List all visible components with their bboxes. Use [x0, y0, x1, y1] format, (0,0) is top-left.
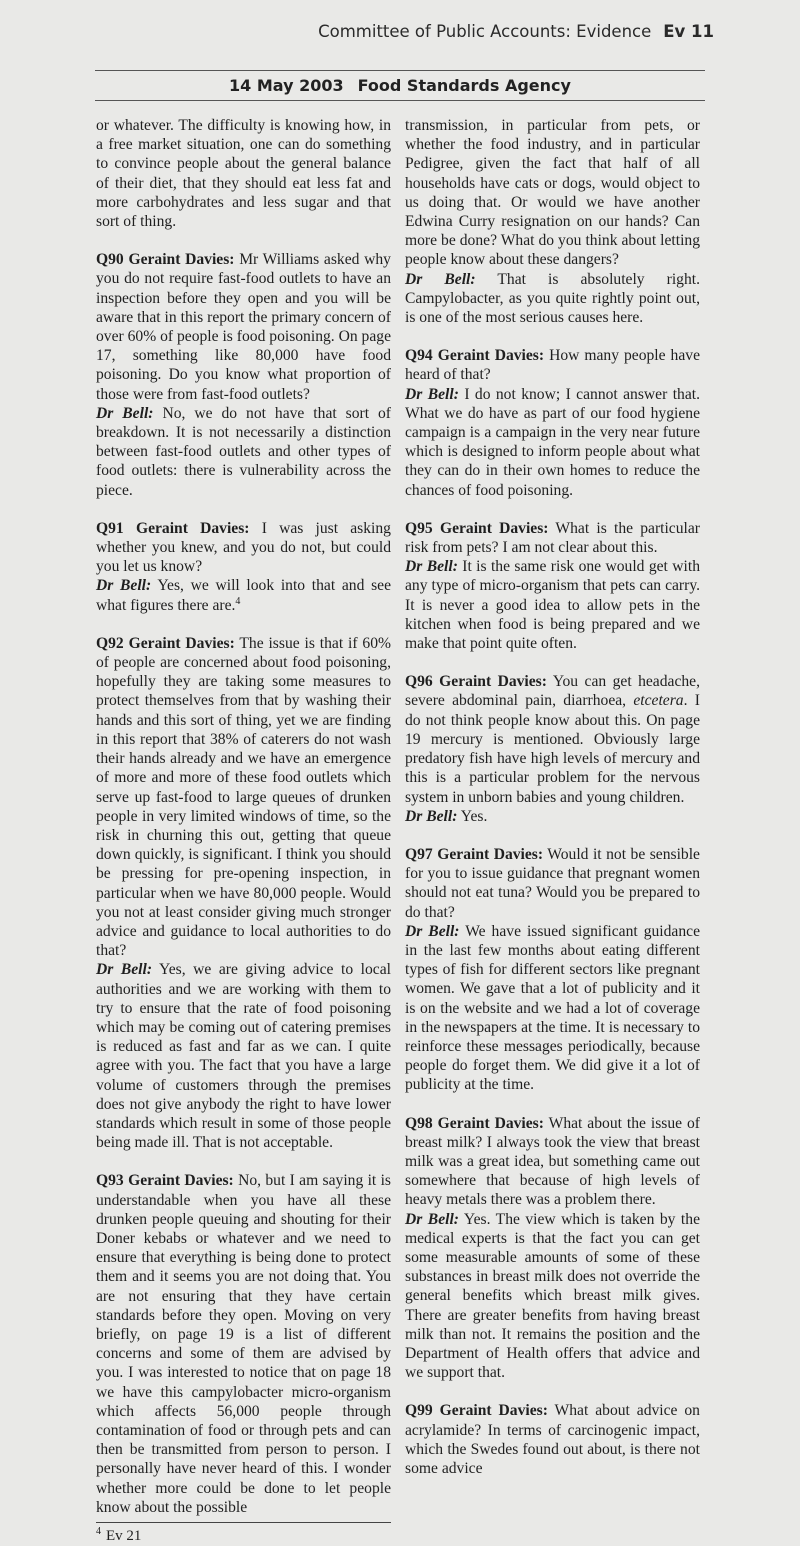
question-text: The issue is that if 60% of people are concerned about food poisoning, hopefully they are taking some measures to protect themselves from that by washing their hands and this sort of thing, yet we are finding in this report that 38% of caterers do not wash their hands already and we have an emergence of more and more of these food outlets which serve up fast-food to large queues of drunken people in very limited windows of time, so the risk in churning this out, getting that queue down quickly, is significant. I think you should be pressing for pre-opening inspection, in particular when we have 80,000 people. Would you not at least consider giving much stronger advice and guidance to local authorities to do that?: [96, 634, 391, 960]
left-column: [96, 116, 391, 1546]
answer-text: I do not know; I cannot answer that. What we do have as part of our food hygiene campaign is a campaign in the very near future which is designed to inform people about what they can do in their own homes to reduce the chances of food poisoning.: [405, 385, 700, 499]
answer-speaker: Dr Bell:: [405, 807, 458, 825]
speaker-name: Geraint Davies:: [135, 519, 250, 537]
answer-speaker: Dr Bell:: [96, 577, 152, 595]
subheading-rule: [95, 100, 705, 101]
question-q95: [405, 519, 700, 557]
answer-speaker: Dr Bell:: [405, 558, 458, 576]
continuation-paragraph: [405, 116, 700, 270]
speaker-name: Geraint Davies:: [437, 845, 544, 863]
answer-speaker: Dr Bell:: [405, 922, 460, 940]
answer-text: We have issued significant guidance in the last few months about eating different types of fish for different sectors like pregnant women. We gave that a lot of publicity and it is on the website and we had a lot of coverage in the newspapers at the time. It is necessary to reinforce these messages periodically, because people do forget them. We did give it a lot of publicity at the time.: [405, 922, 700, 1094]
answer-q91: [96, 576, 391, 614]
question-text: No, but I am saying it is understandable when you have all these drunken people queuing and shouting for their Doner kebabs or whatever and we need to ensure that everything is being done to protect them and it seems you are not doing that. You are not ensuring that they have certain standards before they open. Moving on very briefly, on page 19 is a list of different concerns and some of them are advised by you. I was interested to notice that on page 18 we have this campylobacter micro-organism which affects 56,000 people through contamination of food or through pets and can then be transmitted from person to person. I personally have never heard of this. I wonder whether more could be done to let people know about the possible: [96, 1172, 391, 1516]
question-number: Q91: [96, 519, 124, 537]
speaker-name: Geraint Davies:: [439, 1402, 548, 1420]
answer-text: Yes, we are giving advice to local authorities and we are working with them to try to ensure that the rate of food poisoning which may be coming out of catering premises is reduced as fast and far as we can. I quite agree with you. The fact that you have a large volume of customers through the premises does not give anybody the right to have lower standards which result in some of those people being made ill. That is not acceptable.: [96, 961, 391, 1152]
answer-continuation: [405, 270, 700, 328]
question-text: What is the particular risk from pets? I am not clear about this.: [405, 519, 700, 557]
footnote-reference: 4: [235, 595, 241, 607]
text-segment: or whatever. The difficulty is knowing how, in a free market situation, one can do something to convince people about the general balance of their diet, that they should eat less fat and more carbohydrates and less sugar and that sort of thing.: [96, 117, 391, 231]
answer-q96: [405, 807, 700, 826]
question-q99: [405, 1401, 700, 1478]
header-rule: [95, 70, 705, 71]
right-column: [405, 116, 700, 1478]
question-number: Q96: [405, 673, 433, 691]
question-q97: [405, 845, 700, 922]
answer-q95: [405, 557, 700, 653]
question-number: Q92: [96, 634, 124, 652]
footnote: [96, 1527, 391, 1546]
answer-q98: [405, 1210, 700, 1383]
footnote-mark: 4: [96, 1526, 101, 1538]
question-text: How many people have heard of that?: [405, 347, 700, 384]
question-number: Q90: [96, 251, 124, 269]
question-number: Q99: [405, 1402, 433, 1420]
session-subheading: [0, 76, 800, 95]
continuation-paragraph: [96, 116, 391, 231]
answer-speaker: Dr Bell:: [405, 385, 459, 403]
question-number: Q93: [96, 1172, 124, 1190]
question-number: Q95: [405, 519, 433, 537]
speaker-name: Geraint Davies:: [439, 673, 547, 691]
question-q93: [96, 1171, 391, 1517]
question-text: I was just asking whether you knew, and you do not, but could you let us know?: [96, 519, 391, 576]
session-date: 14 May 2003: [229, 76, 344, 95]
answer-text: Yes.: [460, 807, 488, 825]
question-text: You can get headache, severe abdominal pain, diarrhoea,: [405, 673, 700, 710]
question-q91: [96, 519, 391, 577]
speaker-name: Geraint Davies:: [439, 519, 549, 537]
answer-text: Yes. The view which is taken by the medical experts is that the fact you can get some measurable amounts of some of these substances in breast milk does not override the general benefits which breast milk gives. There are greater benefits from having breast milk than not. It remains the position and the Department of Health offers that advice and we support that.: [405, 1210, 700, 1382]
agency-name: Food Standards Agency: [357, 76, 571, 95]
answer-q90: [96, 404, 391, 500]
speaker-name: Geraint Davies:: [128, 634, 235, 652]
answer-speaker: Dr Bell:: [405, 1210, 459, 1228]
question-q94: [405, 346, 700, 384]
question-text: Would it not be sensible for you to issue guidance that pregnant women should not eat tuna? Would you be prepared to do that?: [405, 845, 700, 921]
question-text: What about the issue of breast milk? I always took the view that breast milk was a great idea, but something came out somewhere that because of high levels of heavy metals there was a problem there.: [405, 1114, 700, 1209]
question-q90: [96, 250, 391, 404]
answer-speaker: Dr Bell:: [405, 270, 476, 288]
footnote-rule: [96, 1522, 391, 1523]
question-text-italic: etcetera: [633, 692, 684, 710]
question-number: Q97: [405, 845, 433, 863]
running-title: Committee of Public Accounts: Evidence: [318, 22, 652, 41]
question-text: What about advice on acrylamide? In terms of carcinogenic impact, which the Swedes found out about, is there not some advice: [405, 1402, 700, 1477]
page-reference: Ev 11: [663, 22, 714, 41]
running-header: [318, 22, 714, 41]
question-q96: [405, 672, 700, 806]
speaker-name: Geraint Davies:: [128, 251, 235, 269]
answer-q92: [96, 960, 391, 1152]
question-number: Q98: [405, 1114, 433, 1132]
speaker-name: Geraint Davies:: [437, 347, 545, 365]
answer-text: It is the same risk one would get with any type of micro-organism that pets can carry. It is never a good idea to allow pets in the kitchen when food is being prepared and we make that point quite often.: [405, 558, 700, 653]
footnote-text: Ev 21: [106, 1528, 142, 1545]
answer-text: That is absolutely right. Campylobacter, as you quite rightly point out, is one of the most serious causes here.: [405, 270, 700, 327]
question-q92: [96, 634, 391, 960]
answer-q97: [405, 922, 700, 1095]
question-text: Mr Williams asked why you do not require fast-food outlets to have an inspection before they open and you will be aware that in this report the primary concern of over 60% of people is food poisoning. On page 17, something like 80,000 have food poisoning. Do you know what proportion of those were from fast-food outlets?: [96, 251, 391, 403]
question-q98: [405, 1114, 700, 1210]
question-number: Q94: [405, 347, 433, 365]
speaker-name: Geraint Davies:: [437, 1114, 544, 1132]
answer-speaker: Dr Bell:: [96, 961, 153, 979]
answer-text: No, we do not have that sort of breakdown. It is not necessarily a distinction between fast-food outlets and other types of food outlets: there is vulnerability across the piece.: [96, 404, 391, 499]
speaker-name: Geraint Davies:: [128, 1172, 234, 1190]
answer-speaker: Dr Bell:: [96, 404, 154, 422]
answer-q94: [405, 385, 700, 500]
question-text-rest: . I do not think people know about this. On page 19 mercury is mentioned. Obviously large predatory fish have high levels of mercury and this is a particular problem for the nervous system in unborn babies and young children.: [405, 692, 700, 806]
text-segment: transmission, in particular from pets, or whether the food industry, and in particular Pedigree, given the fact that half of all households have cats or dogs, would object to us doing that. Or would we have another Edwina Curry resignation on our hands? Can more be done? What do you think about letting people know about these dangers?: [405, 117, 700, 269]
answer-text: Yes, we will look into that and see what figures there are.: [96, 577, 391, 614]
